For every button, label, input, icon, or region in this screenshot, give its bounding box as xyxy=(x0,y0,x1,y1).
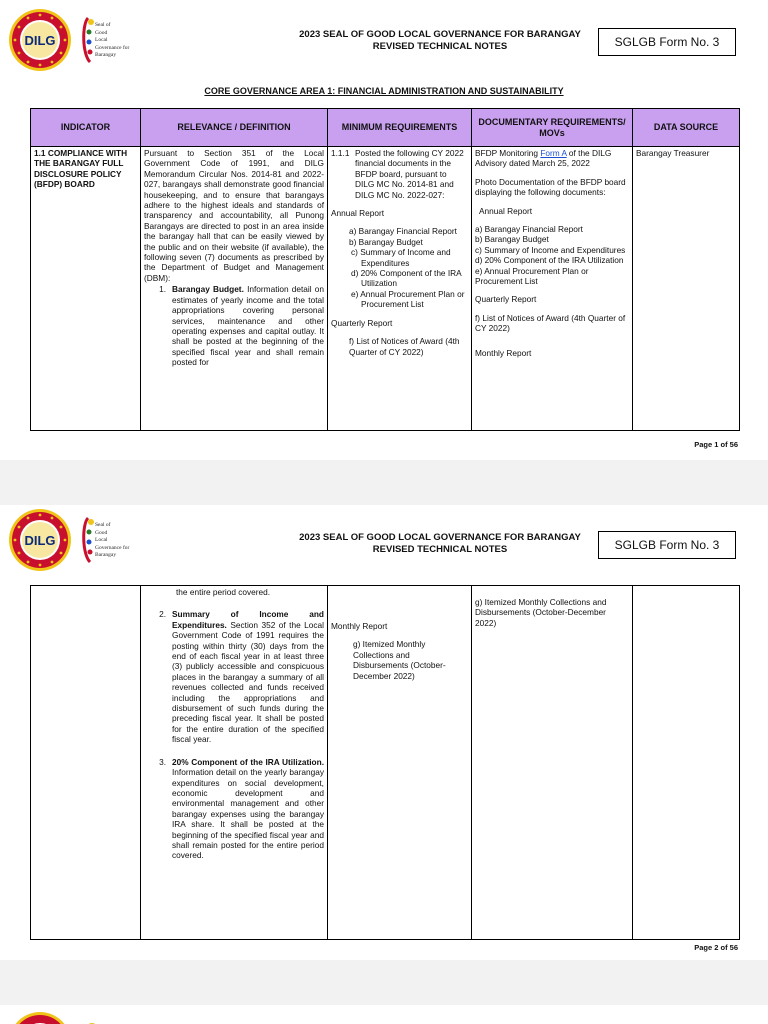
header-logos xyxy=(8,8,148,68)
sglg-logo: Seal of Good Local Governance for Barangay xyxy=(80,14,146,66)
col-header-data-source: DATA SOURCE xyxy=(633,109,740,147)
documentary-requirements-cell: BFDP Monitoring Form A of the DILG Advisory dated March 25, 2022 Photo Documentation of the BFDP board displaying the following documents: Annual Report a) Barangay Financial Report b) Barangay Budget c) Summary of Income and Expenditures d) 20% Component of the IRA Utilization e) Annual Procurement Plan or Procurement List Quarterly Report f) List of Notices of Award (4th Quarter of CY 2022) Monthly Report xyxy=(472,147,633,431)
document-page-2 xyxy=(0,505,768,960)
sglg-logo: Seal of Good Local Governance for Barangay xyxy=(80,514,146,566)
form-number-box: SGLGB Form No. 3 xyxy=(598,28,736,56)
col-header-indicator: INDICATOR xyxy=(31,109,141,147)
dilg-seal-logo xyxy=(8,1011,72,1024)
table-row xyxy=(31,147,740,431)
technical-notes-table xyxy=(30,108,740,431)
page-gap xyxy=(0,960,768,1005)
document-page-1 xyxy=(0,0,768,460)
relevance-cell xyxy=(141,147,328,431)
document-page-3 xyxy=(0,1005,768,1024)
data-source-cell xyxy=(633,586,740,940)
sglg-logo xyxy=(82,1019,102,1024)
relevance-cell: the entire period covered. 2. Summary of Income and Expenditures. Section 352 of the Local Government Code of 1991 requires the posting within thirty (30) days from the end of each fiscal year in at least three (3) publicly accessible and conspicuous places in the barangay a summary of all revenues collected and funds received including the appropriations and disbursement of such funds during the preceding fiscal year. It shall be posted for the entire duration of the specified fiscal year. 3. 20% Component of the IRA Utilization. Information detail on the yearly barangay expenditures on social development, economic development and environmental management and other barangay expenses using the barangay IRA share. It shall be posted at the beginning of the specified fiscal year and shall remain posted for the entire period covered. xyxy=(141,586,328,940)
page-gap xyxy=(0,460,768,505)
minimum-requirements-cell: Monthly Report g) Itemized Monthly Collections and Disbursements (October-December 2022) xyxy=(328,586,472,940)
col-header-documentary-requirements: DOCUMENTARY REQUIREMENTS/ MOVs xyxy=(472,109,633,147)
document-title: 2023 SEAL OF GOOD LOCAL GOVERNANCE FOR BARANGAY REVISED TECHNICAL NOTES xyxy=(299,29,581,52)
form-number-box: SGLGB Form No. 3 xyxy=(598,531,736,559)
page-number: Page 1 of 56 xyxy=(694,440,738,449)
indicator-cell xyxy=(31,586,141,940)
data-source-cell: Barangay Treasurer xyxy=(633,147,740,431)
minimum-requirements-cell: 1.1.1 Posted the following CY 2022 financial documents in the BFDP board, pursuant to DILG MC No. 2014-81 and DILG MC No. 2022-027: Annual Report a) Barangay Financial Report b) Barangay Budget c) Summary of Income and Expenditures d) 20% Component of the IRA Utilization e) Annual Procurement Plan or Procurement List Quarterly Report f) List of Notices of Award (4th Quarter of CY 2022) xyxy=(328,147,472,431)
dilg-seal-logo xyxy=(8,508,72,572)
relevance-intro: Pursuant to Section 351 of the Local Government Code of 1991, and DILG Memorandum Circular Nos. 2014-81 and 2022-027, barangays shall demonstrate good financial housekeeping, and to ensure that barangays adhere to the highest ideals and standards of transparency and accountability, all Punong Barangays are directed to post in an area inside the barangay hall that can be easily viewed by the public and on their website (if available), the following seven (7) documents as prescribed by the Department of Budget and Management (DBM): xyxy=(144,148,324,283)
document-title: 2023 SEAL OF GOOD LOCAL GOVERNANCE FOR BARANGAY REVISED TECHNICAL NOTES xyxy=(299,532,581,555)
documentary-requirements-cell: g) Itemized Monthly Collections and Disbursements (October-December 2022) xyxy=(472,586,633,940)
technical-notes-table xyxy=(30,585,740,940)
indicator-cell: 1.1 COMPLIANCE WITH THE BARANGAY FULL DISCLOSURE POLICY (BFDP) BOARD xyxy=(31,147,141,431)
dilg-seal-logo xyxy=(8,8,72,72)
col-header-minimum-requirements: MINIMUM REQUIREMENTS xyxy=(328,109,472,147)
list-item: 2. Summary of Income and Expenditures. Section 352 of the Local Government Code of 1991 requires the posting within thirty (30) days from the end of each fiscal year in at least three (3) publicly accessible and conspicuous places in the barangay a summary of all revenues collected and funds received including the appropriations and disbursement of such funds during the preceding fiscal year. It shall be posted for the entire duration of the specified fiscal year. xyxy=(159,609,324,745)
svg-text:DILG: DILG xyxy=(24,33,56,48)
table-row xyxy=(31,586,740,940)
form-a-link[interactable]: Form A xyxy=(540,148,567,158)
page-number: Page 2 of 56 xyxy=(694,943,738,952)
svg-text:DILG: DILG xyxy=(24,533,56,548)
table-header-row xyxy=(31,109,740,147)
list-item: 3. 20% Component of the IRA Utilization. Information detail on the yearly barangay expenditures on social development, economic development and environmental management and other barangay expenses using the barangay IRA share. It shall be posted at the beginning of the specified fiscal year and shall remain posted for the entire period covered. xyxy=(159,756,324,861)
core-governance-area-title: CORE GOVERNANCE AREA 1: FINANCIAL ADMINISTRATION AND SUSTAINABILITY xyxy=(204,86,564,96)
header-logos xyxy=(8,508,148,568)
list-item: 1. Barangay Budget. Information detail on estimates of yearly income and the total appropriations covering personal services, maintenance and other operating expenses and capital outlay. It shall be posted at the beginning of the specified fiscal year and shall remain posted for xyxy=(159,284,325,368)
col-header-relevance: RELEVANCE / DEFINITION xyxy=(141,109,328,147)
